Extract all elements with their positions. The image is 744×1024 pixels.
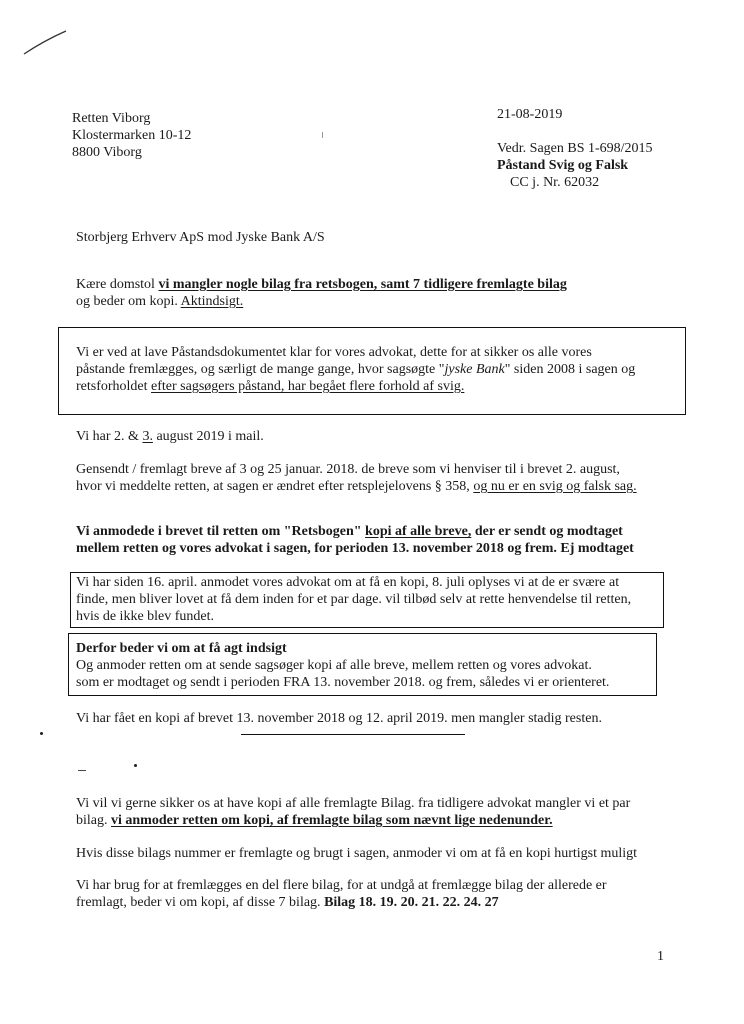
request-text: Vi anmodede i brevet til retten om "Retsbogen" [76, 524, 366, 539]
case-title: Storbjerg Erhverv ApS mod Jyske Bank A/S [76, 230, 325, 245]
mail-text: august 2019 i mail. [152, 429, 264, 444]
address-line: 8800 Viborg [72, 145, 142, 160]
recipient-address [72, 110, 191, 161]
access-line: som er modtaget og sendt i perioden FRA 13. november 2018. og frem, således vi er orienteret. [76, 675, 610, 690]
mail-text: Vi har 2. & [76, 429, 143, 444]
bilag-paragraph [76, 795, 630, 829]
cc-number: CC j. Nr. 62032 [510, 175, 600, 190]
purpose-text [76, 344, 635, 395]
request-paragraph [76, 523, 634, 557]
purpose-line: " siden 2008 i sagen og [504, 362, 636, 377]
address-line: Retten Viborg [72, 111, 151, 126]
urgent-line: Hvis disse bilags nummer er fremlagte og brugt i sagen, anmoder vi om at få en kopi hurtigst muligt [76, 846, 638, 861]
scan-speck [40, 732, 43, 735]
reference-block [497, 140, 653, 191]
advocate-line: finde, men bliver lovet at få dem inden for et par dage. vil tilbød selv at rette henvendelse til retten, [76, 592, 632, 607]
final-line: fremlagt, beder vi om kopi, af disse 7 bilag. [76, 895, 325, 910]
bilag-line: bilag. [76, 813, 111, 828]
advocate-line: Vi har siden 16. april. anmodet vores advokat om at få en kopi, 8. juli oplyses vi at de er svære at [76, 575, 620, 590]
page-number: 1 [657, 949, 664, 964]
pen-mark-icon [22, 28, 68, 56]
intro-paragraph [76, 276, 567, 310]
purpose-line: Vi er ved at lave Påstandsdokumentet klar for vores advokat, dette for at sikker os alle vores [76, 345, 592, 360]
case-reference: Vedr. Sagen BS 1-698/2015 [497, 141, 653, 156]
advocate-line: hvis de ikke blev fundet. [76, 609, 215, 624]
case-subject: Påstand Svig og Falsk [497, 158, 629, 173]
purpose-underlined: efter sagsøgers påstand, har begået flere forhold af svig. [151, 379, 465, 394]
purpose-line: påstande fremlægges, og særligt de mange gange, hvor sagsøgte " [76, 362, 445, 377]
scan-speck [322, 132, 323, 138]
scan-speck [78, 770, 86, 771]
bank-name: jyske Bank [444, 362, 505, 377]
final-line: Vi har brug for at fremlægges en del flere bilag, for at undgå at fremlægge bilag der allerede er [76, 878, 607, 893]
copy-line: Vi har fået en kopi af brevet 13. november 2018 og 12. april 2019. men mangler stadig resten. [76, 711, 602, 726]
sent-line: Gensendt / fremlagt breve af 3 og 25 januar. 2018. de breve som vi henviser til i brevet 2. august, [76, 462, 620, 477]
bilag-underlined: vi anmoder retten om kopi, af fremlagte bilag som nævnt lige nedenunder. [111, 813, 553, 828]
access-line: Og anmoder retten om at sende sagsøger kopi af alle breve, mellem retten og vores advokat. [76, 658, 592, 673]
intro-underlined: vi mangler nogle bilag fra retsbogen, samt 7 tidligere fremlagte bilag [158, 277, 567, 292]
advocate-text [76, 574, 631, 625]
letter-date: 21-08-2019 [497, 107, 563, 122]
purpose-line: retsforholdet [76, 379, 152, 394]
mail-underlined: 3. [142, 429, 153, 444]
sent-line: hvor vi meddelte retten, at sagen er ændret efter retsplejelovens § 358, [76, 479, 474, 494]
sent-underlined: og nu er en svig og falsk sag. [473, 479, 637, 494]
scan-speck [134, 764, 137, 767]
address-line: Klostermarken 10-12 [72, 128, 192, 143]
access-heading: Derfor beder vi om at få agt indsigt [76, 641, 287, 656]
request-text: mellem retten og vores advokat i sagen, for perioden 13. november 2018 og frem. Ej modtaget [76, 541, 634, 556]
request-underlined: kopi af alle breve, [365, 524, 472, 539]
copy-underline [241, 734, 465, 735]
mail-line [76, 428, 264, 445]
aktindsigt-label: Aktindsigt. [180, 294, 244, 309]
bilag-numbers: Bilag 18. 19. 20. 21. 22. 24. 27 [324, 895, 499, 910]
access-request-text [76, 640, 609, 691]
final-paragraph [76, 877, 607, 911]
sent-paragraph [76, 461, 637, 495]
request-text: der er sendt og modtaget [471, 524, 623, 539]
intro-text: og beder om kopi. [76, 294, 181, 309]
bilag-line: Vi vil vi gerne sikker os at have kopi af alle fremlagte Bilag. fra tidligere advokat mangler vi et par [76, 796, 631, 811]
intro-text: Kære domstol [76, 277, 159, 292]
